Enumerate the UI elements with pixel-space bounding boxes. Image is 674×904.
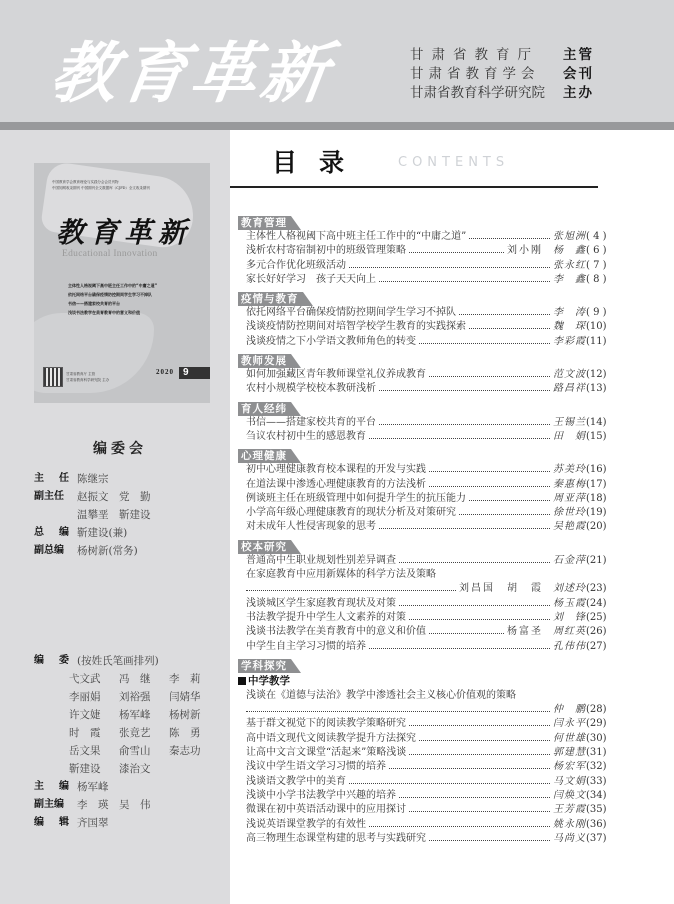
toc-entry[interactable] bbox=[238, 335, 612, 349]
board-value: 靳建设(兼) bbox=[77, 527, 128, 539]
toc-entry[interactable] bbox=[238, 492, 612, 506]
toc-entry-title: 在道法课中渗透心理健康教育的方法浅析 bbox=[246, 478, 426, 490]
board-label: 总 编 bbox=[34, 527, 69, 538]
subsection-header bbox=[238, 673, 612, 689]
board-value: 杨树新(常务) bbox=[77, 545, 138, 557]
toc-entry-author: 郭建慧 bbox=[553, 747, 586, 759]
toc-entry-coauthor: 刘昌国 胡 霞 bbox=[459, 583, 543, 595]
journal-logo: 教育革新 bbox=[45, 34, 337, 112]
dot-leader bbox=[409, 717, 550, 726]
toc-entry-page: (29) bbox=[586, 718, 607, 730]
toc-entry-title: 浅谈书法教学在美育教育中的意义和价值 bbox=[246, 626, 426, 638]
toc-entry-author: 李 涛 bbox=[553, 307, 586, 319]
sponsor-row bbox=[410, 84, 594, 103]
toc-entry-author: 姚永刚 bbox=[553, 818, 586, 830]
toc-entry[interactable] bbox=[238, 640, 612, 654]
toc-entry-coauthor: 杨富圣 bbox=[507, 626, 543, 638]
toc-entry-page: (31) bbox=[586, 747, 607, 759]
subsection-label: 中学教学 bbox=[248, 674, 290, 687]
toc-entry[interactable] bbox=[238, 717, 612, 731]
toc-entry[interactable] bbox=[238, 625, 612, 639]
sponsor-role: 主办 bbox=[563, 85, 594, 101]
board-row bbox=[34, 814, 219, 832]
toc-entry-title[interactable]: 浅谈在《道德与法治》教学中渗透社会主义核心价值观的策略 bbox=[246, 689, 516, 701]
toc-entry-title: 依托网络平台确保疫情防控期间学生学习不掉队 bbox=[246, 307, 456, 319]
dot-leader bbox=[429, 368, 550, 377]
board-row bbox=[34, 670, 219, 778]
toc-entry-title: 高三物理生态课堂构建的思考与实践研究 bbox=[246, 832, 426, 844]
toc-entry-page: (15) bbox=[586, 430, 607, 442]
board-value: 陈继宗 bbox=[77, 473, 109, 485]
toc-entry-author: 苏美玲 bbox=[553, 464, 586, 476]
section-header: 校本研究 bbox=[238, 540, 291, 554]
toc-entry[interactable] bbox=[238, 320, 612, 334]
board-row bbox=[34, 796, 219, 814]
section-header: 育人经纬 bbox=[238, 402, 291, 416]
dot-leader bbox=[379, 520, 550, 529]
board-label: 编 辑 bbox=[34, 817, 69, 828]
toc-entry[interactable] bbox=[238, 582, 612, 596]
toc-entry-title: 基于群文视觉下的阅读教学策略研究 bbox=[246, 718, 406, 730]
toc-entry[interactable] bbox=[238, 832, 612, 846]
dot-leader bbox=[469, 492, 550, 501]
board-row bbox=[34, 778, 219, 796]
toc-entry-page: ( 7 ) bbox=[586, 259, 607, 271]
toc-entry-title: 中学生自主学习习惯的培养 bbox=[246, 640, 366, 652]
board-members-note: (按姓氏笔画排列) bbox=[77, 655, 159, 667]
cover-top-line: 中国知网收录期刊 中国期刊全文数据库（CJFD）全文收录期刊 bbox=[52, 186, 150, 190]
dot-leader bbox=[369, 818, 550, 827]
cover-bottom-line: 甘肃省教育科学研究院 主办 bbox=[66, 378, 110, 382]
toc-entry[interactable] bbox=[238, 789, 612, 803]
toc-entry-title: 微课在初中英语活动课中的应用探讨 bbox=[246, 804, 406, 816]
board-name: 吴 伟 bbox=[119, 799, 151, 811]
masthead bbox=[0, 0, 674, 122]
toc-entry-page: (13) bbox=[586, 383, 607, 395]
toc-entry-page: (37) bbox=[586, 832, 607, 844]
board-row bbox=[34, 652, 219, 670]
toc-entry[interactable] bbox=[238, 506, 612, 520]
toc-entry-title: 浅谈城区学生家庭教育现状及对策 bbox=[246, 597, 396, 609]
cover-issue-number: 9 bbox=[179, 367, 210, 379]
board-value bbox=[77, 796, 219, 814]
board-member-grid bbox=[69, 670, 219, 778]
board-name: 李 瑛 bbox=[77, 799, 109, 811]
sponsor-list bbox=[410, 46, 594, 103]
board-label: 编 委 bbox=[34, 655, 69, 666]
board-member: 李 莉 bbox=[169, 673, 201, 685]
toc-entry-author: 闫焕文 bbox=[553, 789, 586, 801]
toc-entry-page: (19) bbox=[586, 507, 607, 519]
section-header: 教师发展 bbox=[238, 354, 291, 368]
toc-entry-author: 闫永平 bbox=[553, 718, 586, 730]
board-label: 副主编 bbox=[34, 799, 64, 810]
toc-entry-title: 浅议中学生语文学习习惯的培养 bbox=[246, 761, 386, 773]
toc-entry-page: (23) bbox=[586, 583, 607, 595]
toc-entry-author: 范文波 bbox=[553, 369, 586, 381]
toc-entry-author: 刘 锋 bbox=[553, 611, 586, 623]
cover-top-text bbox=[52, 179, 202, 191]
toc-entry[interactable] bbox=[238, 430, 612, 444]
dot-leader bbox=[246, 582, 456, 591]
toc-entry-title: 书法教学提升中学生人文素养的对策 bbox=[246, 611, 406, 623]
toc-entry-page: (18) bbox=[586, 492, 607, 504]
dot-leader bbox=[459, 306, 550, 315]
toc-entry-title: 让高中文言文课堂“活起来”策略浅谈 bbox=[246, 747, 407, 759]
cover-logo: 教育革新 bbox=[56, 216, 193, 249]
board-name: 赵振文 bbox=[77, 491, 109, 503]
toc-entry-title: 浅谈语文教学中的美育 bbox=[246, 775, 346, 787]
toc-title: 目录 bbox=[272, 148, 367, 177]
board-member: 杨树新 bbox=[169, 709, 201, 721]
toc-entry[interactable] bbox=[238, 732, 612, 746]
toc-entry-page: (36) bbox=[586, 818, 607, 830]
board-label: 副主任 bbox=[34, 491, 64, 502]
board-member: 俞雪山 bbox=[119, 745, 151, 757]
toc-entry[interactable] bbox=[238, 554, 612, 568]
toc-entry[interactable] bbox=[238, 611, 612, 625]
cover-top-line: 中国教育学会教育理论与实践分会会员刊物 bbox=[52, 180, 119, 184]
cover-year: 2020 bbox=[156, 368, 174, 376]
toc-entry-author: 周红英 bbox=[553, 626, 586, 638]
toc-entry-author: 秦惠梅 bbox=[553, 478, 586, 490]
dot-leader bbox=[399, 597, 550, 606]
dot-leader bbox=[399, 554, 550, 563]
dot-leader bbox=[409, 746, 550, 755]
board-label: 副总编 bbox=[34, 545, 64, 556]
toc-entry-title: 农村小规模学校校本教研浅析 bbox=[246, 383, 376, 395]
toc-entry[interactable] bbox=[238, 259, 612, 273]
dot-leader bbox=[379, 416, 550, 425]
board-member: 漆治文 bbox=[119, 763, 151, 775]
board-member: 靳建设 bbox=[69, 763, 101, 775]
toc-entry[interactable] bbox=[238, 478, 612, 492]
toc-entry-title: 浅谈疫情之下小学语文教师角色的转变 bbox=[246, 335, 416, 347]
toc-entry-page: (21) bbox=[586, 554, 607, 566]
qr-code-icon bbox=[44, 368, 62, 386]
board-member: 李丽娟 bbox=[69, 691, 101, 703]
toc-entry-title: 刍议农村初中生的感恩教育 bbox=[246, 430, 366, 442]
dot-leader bbox=[379, 273, 550, 282]
toc-entry-author: 徐世玲 bbox=[553, 507, 586, 519]
toc-entry[interactable] bbox=[238, 775, 612, 789]
board-member: 刘裕强 bbox=[119, 691, 151, 703]
board-member: 时 霞 bbox=[69, 727, 101, 739]
toc-entry-author: 李 鑫 bbox=[553, 273, 586, 285]
toc-entry-author: 杨宏军 bbox=[553, 761, 586, 773]
toc-entry[interactable] bbox=[238, 597, 612, 611]
toc-entry-author: 周亚萍 bbox=[553, 492, 586, 504]
toc-entry-page: ( 6 ) bbox=[586, 245, 607, 257]
toc-entry[interactable] bbox=[238, 230, 612, 244]
dot-leader bbox=[429, 832, 550, 841]
cover-english-title: Educational Innovation bbox=[62, 249, 158, 259]
board-member: 杨军峰 bbox=[119, 709, 151, 721]
dot-leader bbox=[409, 244, 504, 253]
toc-entry-page: (14) bbox=[586, 416, 607, 428]
section-header: 疫情与教育 bbox=[238, 292, 303, 306]
section-header: 心理健康 bbox=[238, 449, 291, 463]
board-row bbox=[34, 524, 219, 542]
toc-entry[interactable] bbox=[238, 273, 612, 287]
cover-headlines bbox=[68, 281, 198, 317]
toc-entry-page: (24) bbox=[586, 597, 607, 609]
toc-entry[interactable] bbox=[238, 382, 612, 396]
board-member: 闫婧华 bbox=[169, 691, 201, 703]
toc-entry-author: 何世雄 bbox=[553, 732, 586, 744]
dot-leader bbox=[399, 789, 550, 798]
toc-entry-page: ( 8 ) bbox=[586, 273, 607, 285]
dot-leader bbox=[469, 230, 550, 239]
toc-entry-author: 马文娟 bbox=[553, 775, 586, 787]
dot-leader bbox=[409, 803, 550, 812]
toc-entry[interactable] bbox=[238, 416, 612, 430]
toc-entry-title: 家长好好学习 孩子天天向上 bbox=[246, 273, 376, 285]
board-name: 靳建设 bbox=[119, 509, 151, 521]
toc-entry-page: (28) bbox=[586, 704, 607, 716]
toc-title-english: CONTENTS bbox=[398, 155, 510, 170]
section-header: 学科探究 bbox=[238, 659, 291, 673]
dot-leader bbox=[429, 625, 504, 634]
sponsor-name: 甘肃省教育厅 bbox=[410, 47, 539, 63]
dot-leader bbox=[379, 382, 550, 391]
toc-entry-page: (32) bbox=[586, 761, 607, 773]
board-label bbox=[34, 506, 77, 524]
toc-entry-title: 多元合作优化班级活动 bbox=[246, 259, 346, 271]
toc-entry-title: 小学高年级心理健康教育的现状分析及对策研究 bbox=[246, 507, 456, 519]
toc-entry-page: ( 4 ) bbox=[586, 231, 607, 242]
dot-leader bbox=[419, 335, 550, 344]
board-value: 杨军峰 bbox=[77, 781, 109, 793]
toc-entry-page: (26) bbox=[586, 626, 607, 638]
toc-entry-author: 王锡兰 bbox=[553, 416, 586, 428]
dot-leader bbox=[419, 732, 550, 741]
cover-headline: 浅谈书法教学在美育教育中的意义和价值 bbox=[68, 310, 140, 315]
toc-entry-author: 杨玉霞 bbox=[553, 597, 586, 609]
toc-entry-title: 普通高中生职业规划性别差异调查 bbox=[246, 554, 396, 566]
toc-entry-title: 高中语文现代文阅读教学提升方法探究 bbox=[246, 732, 416, 744]
sponsor-role: 主管 bbox=[563, 47, 594, 63]
board-member: 岳文果 bbox=[69, 745, 101, 757]
toc-entry-author: 路昌祥 bbox=[553, 383, 586, 395]
toc-entry-page: (10) bbox=[586, 321, 607, 333]
toc-entry-author: 马尚义 bbox=[553, 832, 586, 844]
dot-leader bbox=[246, 703, 550, 712]
sponsor-row bbox=[410, 65, 594, 84]
toc-entry-page: (11) bbox=[586, 335, 607, 347]
toc-entry-page: (12) bbox=[586, 369, 607, 381]
board-value: 齐国翠 bbox=[77, 817, 109, 829]
toc-entry-page: (30) bbox=[586, 732, 607, 744]
board-member: 弋文武 bbox=[69, 673, 101, 685]
toc-entry-title: 主体性人格视阈下高中班主任工作中的“中庸之道” bbox=[246, 231, 467, 242]
toc-entry-title: 如何加强藏区青年教师课堂礼仪养成教育 bbox=[246, 369, 426, 381]
toc-entry[interactable] bbox=[238, 818, 612, 832]
toc-entry-author: 杨 鑫 bbox=[553, 245, 586, 257]
toc-entry[interactable] bbox=[238, 244, 612, 258]
toc-entry-title: 浅谈疫情防控期间对培智学校学生教育的实践探索 bbox=[246, 321, 466, 333]
section-header: 教育管理 bbox=[238, 216, 291, 230]
toc-entry-page: (27) bbox=[586, 640, 607, 652]
toc-entry-author: 石金萍 bbox=[553, 554, 586, 566]
sponsor-name: 甘肃省教育学会 bbox=[410, 66, 540, 82]
toc-entry-author: 魏 琛 bbox=[553, 321, 586, 333]
toc-entry-title: 初中心理健康教育校本课程的开发与实践 bbox=[246, 464, 426, 476]
dot-leader bbox=[369, 640, 550, 649]
toc-entry-title: 书信——搭建家校共育的平台 bbox=[246, 416, 376, 428]
toc-entry-title: 浅说英语课堂教学的有效性 bbox=[246, 818, 366, 830]
dot-leader bbox=[429, 478, 550, 487]
toc-list bbox=[238, 211, 612, 846]
toc-entry-author: 李彩霞 bbox=[553, 335, 586, 347]
board-member: 冯 继 bbox=[119, 673, 151, 685]
cover-headline: 主体性人格视阈下高中班主任工作中的“中庸之道” bbox=[68, 283, 158, 288]
toc-entry[interactable] bbox=[238, 520, 612, 534]
sidebar bbox=[0, 130, 230, 904]
toc-entry-page: (17) bbox=[586, 478, 607, 490]
sponsor-row bbox=[410, 46, 594, 65]
toc-entry-author: 王芳霞 bbox=[553, 804, 586, 816]
board-member: 张竟艺 bbox=[119, 727, 151, 739]
board-row bbox=[34, 470, 219, 488]
toc-entry-page: (25) bbox=[586, 611, 607, 623]
header-divider-bar bbox=[0, 122, 674, 130]
dot-leader bbox=[459, 506, 550, 515]
toc-entry-title: 例谈班主任在班级管理中如何提升学生的抗压能力 bbox=[246, 492, 466, 504]
square-bullet-icon bbox=[238, 677, 246, 685]
dot-leader bbox=[349, 259, 550, 268]
board-label: 主 任 bbox=[34, 473, 69, 484]
toc-entry-author: 田 娟 bbox=[553, 430, 586, 442]
toc-entry-author: 仲 鹏 bbox=[553, 704, 586, 716]
dot-leader bbox=[369, 430, 550, 439]
table-of-contents bbox=[230, 130, 674, 904]
dot-leader bbox=[349, 775, 550, 784]
cover-headline: 依托网络平台确保疫情防控期间学生学习不掉队 bbox=[68, 292, 152, 297]
toc-entry-author: 孔伟伟 bbox=[553, 640, 586, 652]
cover-bottom-text bbox=[66, 371, 109, 383]
toc-entry-page: (34) bbox=[586, 789, 607, 801]
toc-entry-author: 张永红 bbox=[553, 259, 586, 271]
sponsor-role: 会刊 bbox=[563, 66, 594, 82]
toc-divider bbox=[230, 186, 598, 188]
toc-entry[interactable] bbox=[238, 306, 612, 320]
toc-entry-title: 浅析农村寄宿制初中的班级管理策略 bbox=[246, 245, 406, 257]
toc-entry-coauthor: 刘小刚 bbox=[507, 245, 543, 257]
toc-entry[interactable] bbox=[238, 703, 612, 717]
sponsor-name: 甘肃省教育科学研究院 bbox=[410, 85, 545, 101]
cover-thumbnail bbox=[34, 163, 210, 403]
toc-entry-author: 张旭洲 bbox=[553, 231, 586, 242]
toc-entry[interactable] bbox=[238, 803, 612, 817]
board-member: 陈 勇 bbox=[169, 727, 201, 739]
dot-leader bbox=[429, 463, 550, 472]
board-member: 秦志功 bbox=[169, 745, 201, 757]
toc-entry-page: ( 9 ) bbox=[586, 307, 607, 319]
dot-leader bbox=[409, 611, 550, 620]
toc-entry-author: 吴艳霞 bbox=[553, 521, 586, 533]
toc-entry[interactable] bbox=[238, 368, 612, 382]
toc-entry-title: 对未成年人性侵害现象的思考 bbox=[246, 521, 376, 533]
cover-bottom-line: 甘肃省教育厅 主管 bbox=[66, 372, 96, 376]
toc-entry-page: (35) bbox=[586, 804, 607, 816]
board-value bbox=[77, 506, 219, 524]
board-row bbox=[34, 506, 219, 524]
toc-entry-page: (33) bbox=[586, 775, 607, 787]
board-name: 党 勤 bbox=[119, 491, 151, 503]
toc-entry[interactable] bbox=[238, 760, 612, 774]
dot-leader bbox=[389, 760, 550, 769]
toc-entry-title: 浅谈中小学书法教学中兴趣的培养 bbox=[246, 789, 396, 801]
board-label: 主 编 bbox=[34, 781, 69, 792]
board-value bbox=[77, 488, 219, 506]
board-row bbox=[34, 488, 219, 506]
toc-entry[interactable] bbox=[238, 746, 612, 760]
board-member: 许文婕 bbox=[69, 709, 101, 721]
toc-entry-author: 刘述玲 bbox=[553, 583, 586, 595]
toc-entry[interactable] bbox=[238, 463, 612, 477]
toc-entry-title[interactable]: 在家庭教育中应用新媒体的科学方法及策略 bbox=[246, 569, 436, 581]
editorial-board bbox=[34, 470, 219, 832]
toc-entry-page: (20) bbox=[586, 521, 607, 533]
cover-headline: 书信——搭建家校共育的平台 bbox=[68, 301, 120, 306]
editorial-board-title: 编委会 bbox=[93, 441, 147, 457]
dot-leader bbox=[469, 320, 550, 329]
board-name: 温攀垩 bbox=[77, 509, 109, 521]
toc-entry-page: (16) bbox=[586, 464, 607, 476]
board-row bbox=[34, 542, 219, 560]
